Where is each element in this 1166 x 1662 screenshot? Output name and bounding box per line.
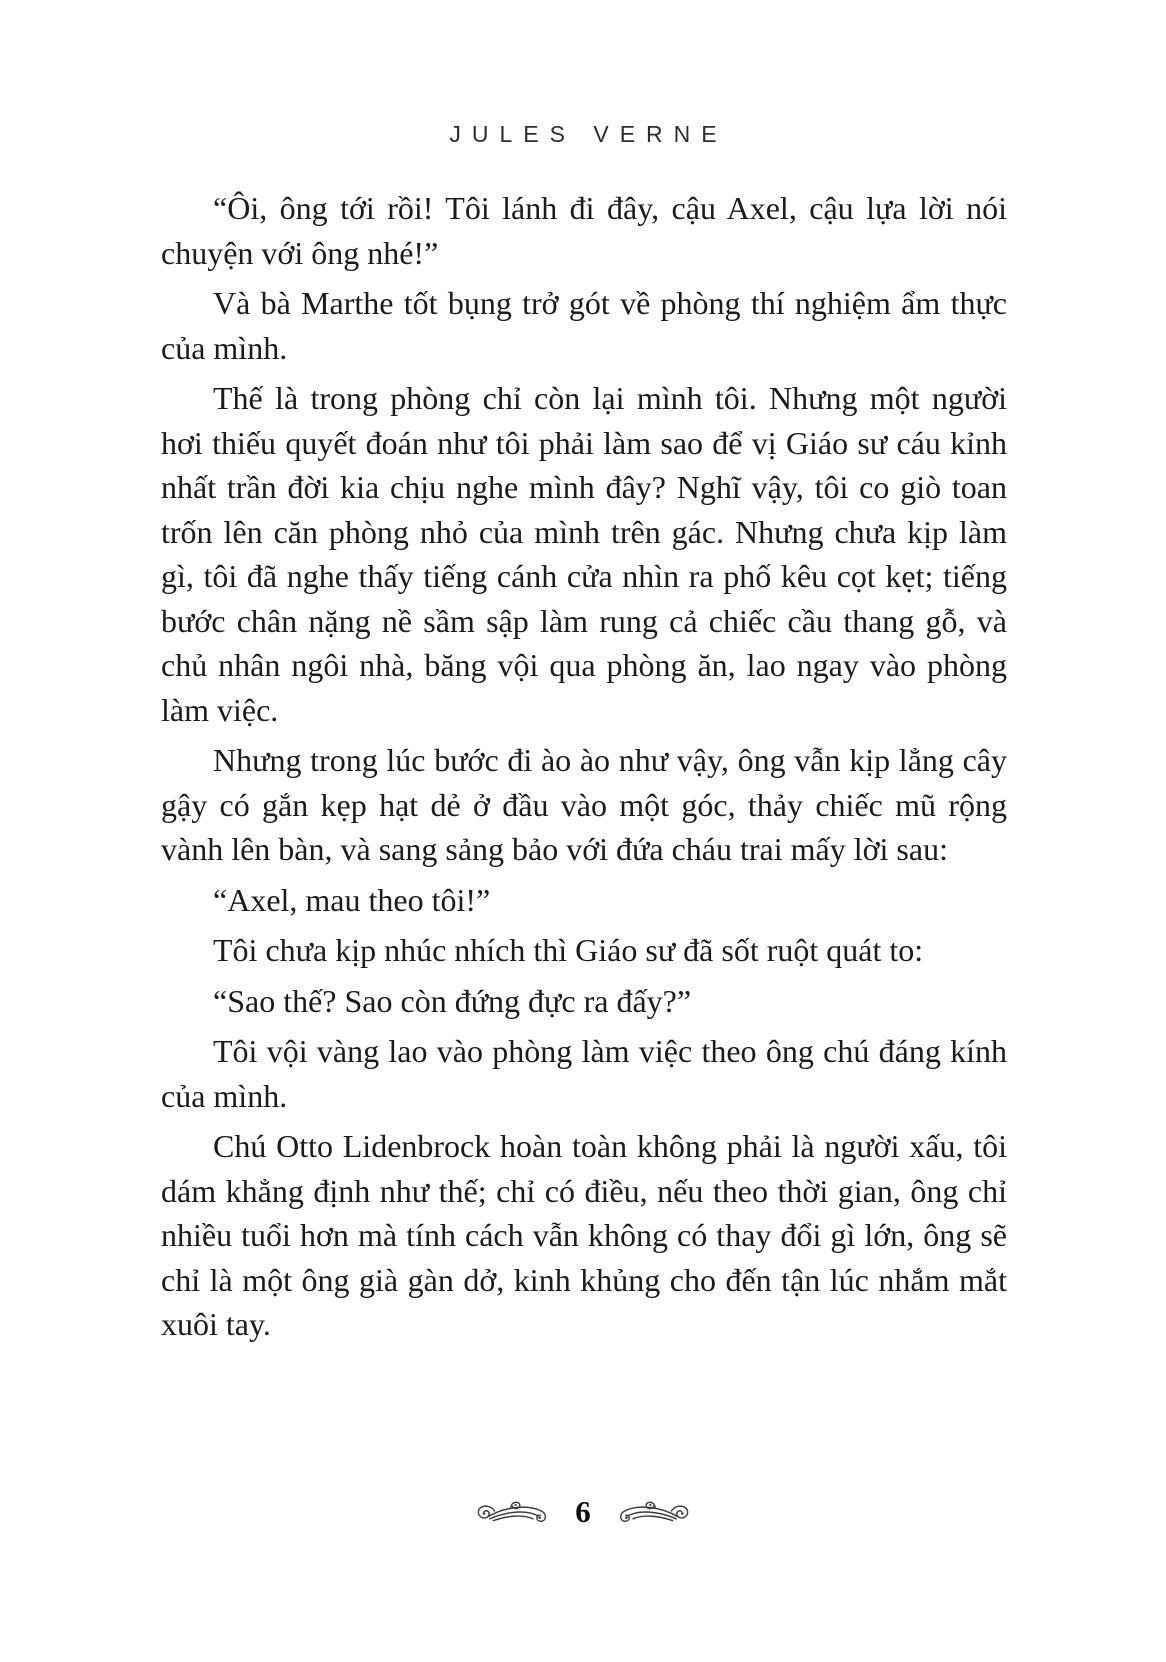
running-header: JULES VERNE [449,121,728,147]
paragraph: “Ôi, ông tới rồi! Tôi lánh đi đây, cậu Axel, cậu lựa lời nói chuyện với ông nhé!” [161,190,1007,271]
flourish-left-icon [473,1499,551,1529]
paragraph: Tôi chưa kịp nhúc nhích thì Giáo sư đã sốt ruột quát to: [213,932,924,968]
page-number: 6 [575,1494,591,1529]
paragraph: Tôi vội vàng lao vào phòng làm việc theo ông chú đáng kính của mình. [161,1033,1007,1114]
paragraph: Chú Otto Lidenbrock hoàn toàn không phải là người xấu, tôi dám khẳng định như thế; chỉ có điều, nếu theo thời gian, ông chỉ nhiều tuổi hơn mà tính cách vẫn không có thay đổi gì lớn, ông sẽ chỉ là một ông già gàn dở, kinh khủng cho đến tận lúc nhắm mắt xuôi tay. [161,1128,1007,1342]
paragraph: “Axel, mau theo tôi!” [213,881,491,918]
page-body-text [161,186,1007,1353]
paragraph: “Sao thế? Sao còn đứng đực ra đấy?” [213,982,692,1019]
paragraph: Và bà Marthe tốt bụng trở gót về phòng thí nghiệm ẩm thực của mình. [161,285,1007,366]
page-footer [0,1496,1166,1531]
paragraph: Nhưng trong lúc bước đi ào ào như vậy, ông vẫn kịp lẳng cây gậy có gắn kẹp hạt dẻ ở đầu vào một góc, thảy chiếc mũ rộng vành lên bàn, và sang sảng bảo với đứa cháu trai mấy lời sau: [161,742,1007,867]
flourish-right-icon [615,1499,693,1529]
paragraph: Thế là trong phòng chỉ còn lại mình tôi. Nhưng một người hơi thiếu quyết đoán như tôi phải làm sao để vị Giáo sư cáu kỉnh nhất trần đời kia chịu nghe mình đây? Nghĩ vậy, tôi co giò toan trốn lên căn phòng nhỏ của mình trên gác. Nhưng chưa kịp làm gì, tôi đã nghe thấy tiếng cánh cửa nhìn ra phố kêu cọt kẹt; tiếng bước chân nặng nề sầm sập làm rung cả chiếc cầu thang gỗ, và chủ nhân ngôi nhà, băng vội qua phòng ăn, lao ngay vào phòng làm việc. [161,380,1007,728]
